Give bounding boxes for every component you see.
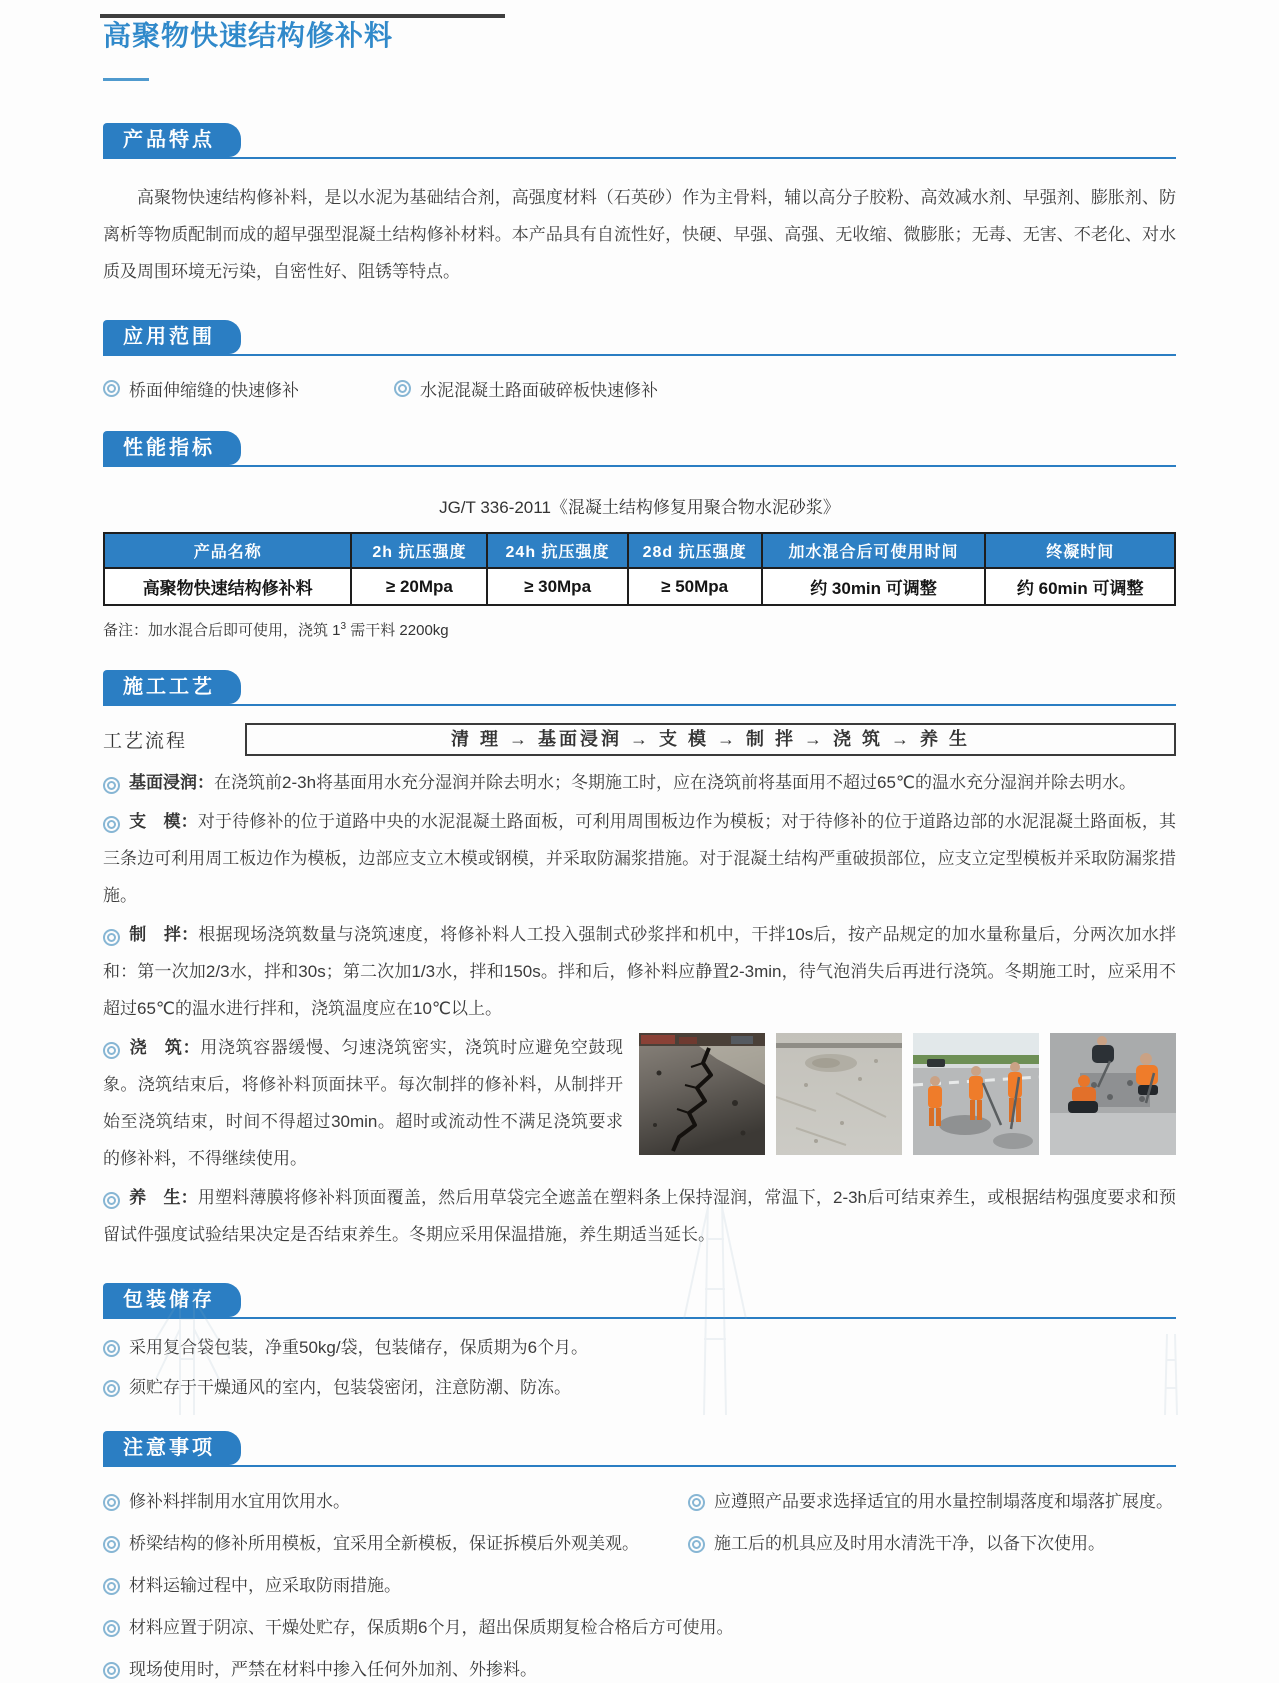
table-note [103,619,1176,640]
table-cell: ≥ 30Mpa [487,568,627,605]
ring-bullet-icon [103,929,120,946]
ring-bullet-icon [103,1042,120,1059]
table-note-text: 需干料 2200kg [346,622,449,639]
road-repair-crew-photo [913,1033,1039,1155]
step-text: 在浇筑前2-3h将基面用水充分湿润并除去明水；冬期施工时，应在浇筑前将基面用不超过65℃的温水充分湿润并除去明水。 [214,773,1137,792]
process-flow-row [103,723,1176,756]
damaged-slab-photo [776,1033,902,1155]
section-header-process [103,670,1176,706]
table-header-row [104,533,1175,568]
ring-bullet-icon [103,1192,120,1209]
col-header: 产品名称 [104,533,351,568]
note-item-label: 材料运输过程中，应采取防雨措施。 [129,1576,401,1595]
damaged-slab-photo [776,1033,902,1155]
note-item [103,1657,1176,1683]
col-header: 加水混合后可使用时间 [762,533,986,568]
col-header: 24h 抗压强度 [487,533,627,568]
application-item [103,376,299,401]
note-item [103,1573,1176,1599]
section-features [103,123,1176,290]
note-item [103,1531,688,1557]
flow-label: 工艺流程 [103,731,188,752]
ring-bullet-icon [103,816,120,833]
section-header-performance [103,431,1176,467]
application-item-label: 水泥混凝土路面破碎板快速修补 [420,381,658,400]
standard-caption: JG/T 336-2011《混凝土结构修复用聚合物水泥砂浆》 [439,498,840,517]
ring-bullet-icon [103,1494,120,1511]
note-item [688,1531,1176,1557]
note-item-label: 现场使用时，严禁在材料中掺入任何外加剂、外掺料。 [129,1660,537,1679]
ring-bullet-icon [103,1578,120,1595]
section-header-packaging [103,1283,1176,1319]
cracked-pavement-photo [639,1033,765,1155]
product-datasheet-page [0,14,1279,1683]
section-application [103,320,1176,401]
table-cell: 约 60min 可调整 [985,568,1175,605]
note-item-label: 修补料拌制用水宜用饮用水。 [129,1492,350,1511]
section-tab-notes: 注意事项 [103,1431,241,1465]
table-note-superscript: 3 [340,621,347,632]
step-title: 制 拌： [129,925,199,944]
col-header: 2h 抗压强度 [351,533,487,568]
ring-bullet-icon [103,1536,120,1553]
section-tab-features: 产品特点 [103,123,241,157]
page-edge-artifact [100,14,505,18]
step-text: 用塑料薄膜将修补料顶面覆盖，然后用草袋完全遮盖在塑料条上保持湿润，常温下，2-3h后可结束养生，或根据结构强度要求和预留试件强度试验结果决定是否结束养生。冬期应采用保温措施，养生期适当延长。 [103,1188,1177,1244]
ring-bullet-icon [688,1536,705,1553]
note-item [688,1489,1176,1515]
ring-bullet-icon [103,1662,120,1679]
step-title: 基面浸润： [129,773,214,792]
col-header: 28d 抗压强度 [628,533,762,568]
table-cell: ≥ 50Mpa [628,568,762,605]
section-notes [103,1431,1176,1683]
notes-list [103,1473,1176,1683]
section-process [103,670,1176,1253]
flow-diagram-box: 清 理 → 基面浸润 → 支 模 → 制 拌 → 浇 筑 → 养 生 [245,723,1176,756]
note-item-label: 应遵照产品要求选择适宜的用水量控制塌落度和塌落扩展度。 [714,1492,1173,1511]
section-tab-application: 应用范围 [103,320,241,354]
patch-repair-closeup-photo [1050,1033,1176,1155]
ring-bullet-icon [103,1380,120,1397]
process-steps [103,764,1176,1253]
features-paragraph: 高聚物快速结构修补料，是以水泥为基础结合剂，高强度材料（石英砂）作为主骨料，辅以高分子胶粉、高效减水剂、早强剂、膨胀剂、防离析等物质配制而成的超早强型混凝土结构修补材料。本产品具有自流性好，快硬、早强、高强、无收缩、微膨胀；无毒、无害、不老化、对水质及周围环境无污染，自密性好、阻锈等特点。 [103,188,1176,281]
ring-bullet-icon [103,380,120,397]
section-performance [103,431,1176,640]
application-item [394,376,658,401]
step-title: 支 模： [129,812,198,831]
application-list [103,376,1176,401]
table-cell: 高聚物快速结构修补料 [104,568,351,605]
section-tab-process: 施工工艺 [103,670,241,704]
note-item [103,1615,1176,1641]
note-item-label: 桥梁结构的修补所用模板，宜采用全新模板，保证拆模后外观美观。 [129,1534,639,1553]
page-title: 高聚物快速结构修补料 [103,20,394,51]
ring-bullet-icon [103,1620,120,1637]
process-photo-strip [639,1033,1176,1155]
ring-bullet-icon [103,1340,120,1357]
packaging-item-label: 采用复合袋包装，净重50kg/袋，包装储存，保质期为6个月。 [129,1338,589,1357]
road-repair-crew-photo [913,1033,1039,1155]
table-row [104,568,1175,605]
section-header-notes [103,1431,1176,1467]
cracked-pavement-photo [639,1033,765,1155]
process-step [103,803,1176,914]
process-step [103,916,1176,1027]
packaging-item [103,1335,1176,1361]
table-cell: 约 30min 可调整 [762,568,986,605]
note-item-label: 施工后的机具应及时用水清洗干净，以备下次使用。 [714,1534,1105,1553]
ring-bullet-icon [688,1494,705,1511]
note-item-label: 材料应置于阴凉、干燥处贮存，保质期6个月，超出保质期复检合格后方可使用。 [129,1618,734,1637]
step-title: 浇 筑： [129,1038,201,1057]
process-step [103,764,1176,801]
section-header-application [103,320,1176,356]
table-cell: ≥ 20Mpa [351,568,487,605]
step-text: 用浇筑容器缓慢、匀速浇筑密实，浇筑时应避免空鼓现象。浇筑结束后，将修补料顶面抹平。每次制拌的修补料，从制拌开始至浇筑结束，时间不得超过30min。超时或流动性不满足浇筑要求的修补料，不得继续使用。 [103,1038,624,1168]
step-text: 根据现场浇筑数量与浇筑速度，将修补料人工投入强制式砂浆拌和机中，干拌10s后，按产品规定的加水量称量后，分两次加水拌和：第一次加2/3水，拌和30s；第二次加1/3水，拌和150s。拌和后，修补料应静置2-3min，待气泡消失后再进行浇筑。冬期施工时，应采用不超过65℃的温水进行拌和，浇筑温度应在10℃以上。 [103,925,1176,1018]
ring-bullet-icon [394,380,411,397]
section-packaging [103,1283,1176,1401]
process-step [103,1179,1176,1253]
table-note-text: 备注：加水混合后即可使用，浇筑 1 [103,622,341,639]
note-item [103,1489,688,1515]
step-text: 对于待修补的位于道路中央的水泥混凝土路面板，可利用周围板边作为模板；对于待修补的位于道路边部的水泥混凝土路面板，其三条边可利用周工板边作为模板，边部应支立木模或钢模，并采取防漏浆措施。对于混凝土结构严重破损部位，应支立定型模板并采取防漏浆措施。 [103,812,1177,905]
step-title: 养 生： [129,1188,198,1207]
section-tab-performance: 性能指标 [103,431,241,465]
application-item-label: 桥面伸缩缝的快速修补 [129,381,299,400]
patch-repair-closeup-photo [1050,1033,1176,1155]
section-header-features [103,123,1176,159]
section-tab-packaging: 包装储存 [103,1283,241,1317]
col-header: 终凝时间 [985,533,1175,568]
packaging-list [103,1335,1176,1401]
packaging-item [103,1375,1176,1401]
packaging-item-label: 须贮存于干燥通风的室内，包装袋密闭，注意防潮、防冻。 [129,1378,571,1397]
performance-table [103,532,1176,606]
ring-bullet-icon [103,777,120,794]
title-underline [103,78,149,81]
